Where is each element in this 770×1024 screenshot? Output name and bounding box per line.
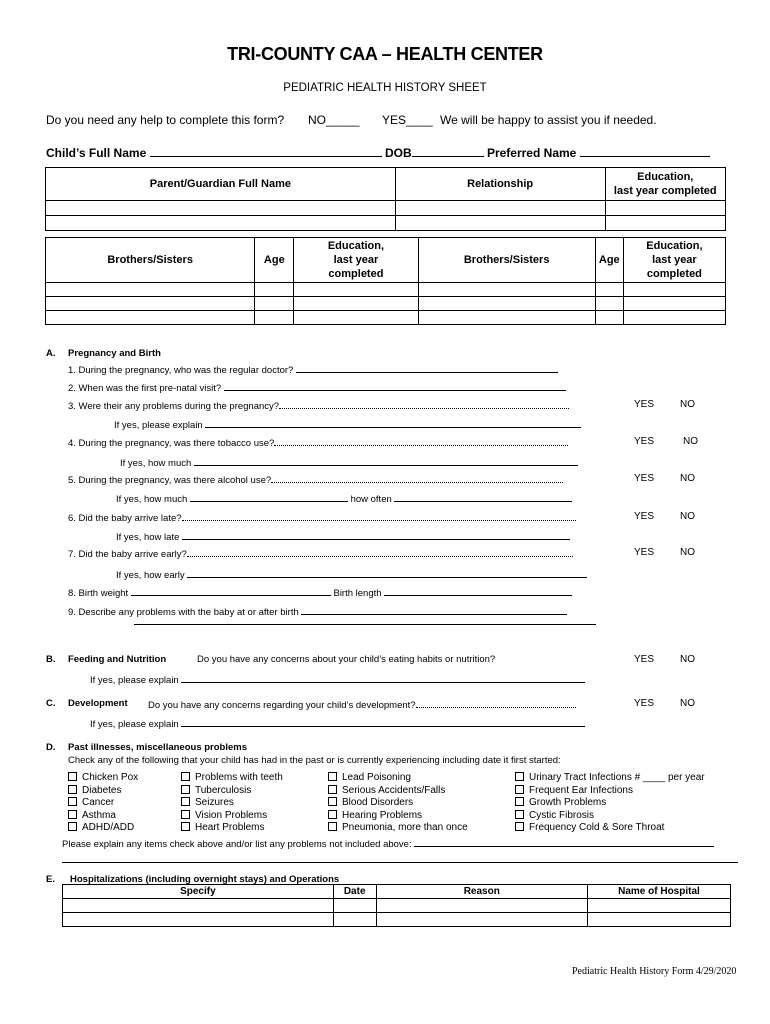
education-header: Education, last year completed [605,168,725,201]
dob-field[interactable] [412,146,484,157]
q3-no[interactable]: NO [680,399,695,410]
form-footer: Pediatric Health History Form 4/29/2020 [572,966,737,977]
child-name-field[interactable] [150,146,382,157]
q3-text: 3. Were their any problems during the pregnancy? [68,401,280,412]
q5-follow-a: If yes, how much [116,494,188,505]
section-d-title: Past illnesses, miscellaneous problems [68,742,247,753]
q6-no[interactable]: NO [680,511,695,522]
reason-header: Reason [376,885,587,899]
help-yes-option[interactable]: YES____ [382,113,433,127]
parent-cell[interactable] [395,201,605,216]
q9-field-line-2[interactable] [134,624,596,625]
checkbox-seizures[interactable]: Seizures [181,797,283,810]
form-title: TRI-COUNTY CAA – HEALTH CENTER [227,44,543,64]
section-c-letter: C. [46,698,56,709]
checkbox-teeth[interactable]: Problems with teeth [181,772,283,785]
b-yes[interactable]: YES [634,654,655,665]
help-question: Do you need any help to complete this form? [46,113,285,127]
illness-column-4 [515,772,705,835]
birth-weight-field[interactable] [131,585,331,596]
hospital-cell[interactable] [333,913,376,927]
q5-frequency-field[interactable] [394,491,572,502]
q9-text: 9. Describe any problems with the baby at or after birth [68,607,299,618]
q7-no[interactable]: NO [680,547,695,558]
sibling-education-header: Education, last year completed [294,238,418,283]
section-d-instructions: Check any of the following that your child has had in the past or is currently experiencing including date it first started: [68,755,561,766]
checkbox-diabetes[interactable]: Diabetes [68,785,138,798]
checkbox-cystic[interactable]: Cystic Fibrosis [515,810,705,823]
birth-length-field[interactable] [384,585,572,596]
sibling-cell[interactable] [418,297,595,311]
section-d-letter: D. [46,742,56,753]
q9-field[interactable] [301,604,567,615]
q8-length-label: Birth length [333,588,382,599]
sibling-cell[interactable] [294,283,418,297]
section-b-letter: B. [46,654,56,665]
hospitalizations-table [62,884,731,927]
checkbox-growth[interactable]: Growth Problems [515,797,705,810]
parent-cell[interactable] [605,216,725,231]
checkbox-vision[interactable]: Vision Problems [181,810,283,823]
parent-guardian-table [45,167,726,231]
sibling-cell[interactable] [418,283,595,297]
section-b-question: Do you have any concerns about your child’s eating habits or nutrition? [197,654,496,665]
hospital-header: Name of Hospital [587,885,730,899]
checkbox-tuberculosis[interactable]: Tuberculosis [181,785,283,798]
hospital-cell[interactable] [63,913,334,927]
q5-amount-field[interactable] [190,491,348,502]
q7-yes[interactable]: YES [634,547,655,558]
sibling-cell[interactable] [255,311,294,325]
section-b-title: Feeding and Nutrition [68,654,167,665]
q5-follow-b: how often [350,494,392,505]
q6-follow-field[interactable] [182,529,570,540]
b-no[interactable]: NO [680,654,695,665]
checkbox-heart[interactable]: Heart Problems [181,822,283,835]
q6-text: 6. Did the baby arrive late? [68,513,182,524]
sibling-cell[interactable] [595,311,623,325]
illness-column-2 [181,772,283,835]
siblings-table [45,237,726,325]
sibling-cell[interactable] [46,283,255,297]
hospital-cell[interactable] [587,913,730,927]
checkbox-cancer[interactable]: Cancer [68,797,138,810]
age-header: Age [255,238,294,283]
sibling-cell[interactable] [294,311,418,325]
q4-no[interactable]: NO [683,436,698,447]
q2-text: 2. When was the first pre-natal visit? [68,383,222,394]
q8-weight-label: 8. Birth weight [68,588,129,599]
checkbox-accidents[interactable]: Serious Accidents/Falls [328,785,468,798]
q6-follow: If yes, how late [116,532,180,543]
parent-cell[interactable] [395,216,605,231]
checkbox-uti[interactable]: Urinary Tract Infections # ____ per year [515,772,705,785]
q1-text: 1. During the pregnancy, who was the regular doctor? [68,365,294,376]
hospital-cell[interactable] [63,899,334,913]
siblings-header-2: Brothers/Sisters [418,238,595,283]
q7-follow-field[interactable] [187,567,587,578]
checkbox-cold[interactable]: Frequency Cold & Sore Throat [515,822,705,835]
sibling-cell[interactable] [595,297,623,311]
sibling-cell[interactable] [294,297,418,311]
date-header: Date [333,885,376,899]
illness-column-3 [328,772,468,835]
preferred-name-field[interactable] [580,146,710,157]
checkbox-lead[interactable]: Lead Poisoning [328,772,468,785]
section-a-title: Pregnancy and Birth [68,348,161,359]
section-c-title: Development [68,698,128,709]
checkbox-ear[interactable]: Frequent Ear Infections [515,785,705,798]
section-b-field[interactable] [181,672,585,683]
parent-cell[interactable] [46,216,396,231]
form-subtitle: PEDIATRIC HEALTH HISTORY SHEET [283,82,487,94]
q4-follow-field[interactable] [194,455,578,466]
sibling-education-header-2: Education, last year completed [623,238,725,283]
hospital-cell[interactable] [376,913,587,927]
age-header-2: Age [595,238,623,283]
checkbox-chicken-pox[interactable]: Chicken Pox [68,772,138,785]
sibling-cell[interactable] [418,311,595,325]
section-d-field[interactable] [414,836,714,847]
dob-label: DOB [384,146,412,160]
q6-yes[interactable]: YES [634,511,655,522]
child-name-label: Child’s Full Name [46,146,147,160]
q1-field[interactable] [296,362,558,373]
section-c-field[interactable] [181,716,585,727]
section-d-explain: Please explain any items check above and/or list any problems not included above: [62,839,412,850]
section-c-follow: If yes, please explain [90,719,179,730]
relationship-header: Relationship [395,168,605,201]
sibling-cell[interactable] [46,311,255,325]
q4-text: 4. During the pregnancy, was there tobacco use? [68,438,275,449]
q5-no[interactable]: NO [680,473,695,484]
q7-follow: If yes, how early [116,570,185,581]
illness-column-1 [68,772,138,835]
checkbox-adhd[interactable]: ADHD/ADD [68,822,138,835]
q5-yes[interactable]: YES [634,473,655,484]
checkbox-blood[interactable]: Blood Disorders [328,797,468,810]
sibling-cell[interactable] [595,283,623,297]
preferred-name-label: Preferred Name [486,146,577,160]
q3-follow-field[interactable] [205,417,581,428]
q7-text: 7. Did the baby arrive early? [68,549,187,560]
sibling-cell[interactable] [623,297,725,311]
q4-yes[interactable]: YES [634,436,655,447]
section-d-field-line-2[interactable] [62,862,738,863]
q5-text: 5. During the pregnancy, was there alcohol use? [68,475,272,486]
sibling-cell[interactable] [623,283,725,297]
specify-header: Specify [63,885,334,899]
q3-yes[interactable]: YES [634,399,655,410]
q4-follow: If yes, how much [120,458,192,469]
sibling-cell[interactable] [255,297,294,311]
section-c-question: Do you have any concerns regarding your child’s development? [148,700,416,711]
siblings-header: Brothers/Sisters [46,238,255,283]
parent-name-header: Parent/Guardian Full Name [46,168,396,201]
section-b-follow: If yes, please explain [90,675,179,686]
sibling-cell[interactable] [623,311,725,325]
help-note: We will be happy to assist you if needed. [440,113,657,127]
section-e-letter: E. [46,874,55,885]
hospital-cell[interactable] [333,899,376,913]
checkbox-hearing[interactable]: Hearing Problems [328,810,468,823]
q3-follow: If yes, please explain [114,420,203,431]
q2-field[interactable] [224,380,566,391]
hospital-cell[interactable] [587,899,730,913]
parent-cell[interactable] [605,201,725,216]
hospital-cell[interactable] [376,899,587,913]
checkbox-pneumonia[interactable]: Pneumonia, more than once [328,822,468,835]
help-no-option[interactable]: NO_____ [308,113,360,127]
parent-cell[interactable] [46,201,396,216]
sibling-cell[interactable] [46,297,255,311]
c-yes[interactable]: YES [634,698,655,709]
section-a-letter: A. [46,348,56,359]
sibling-cell[interactable] [255,283,294,297]
checkbox-asthma[interactable]: Asthma [68,810,138,823]
c-no[interactable]: NO [680,698,695,709]
section-e-title: Hospitalizations (including overnight stays) and Operations [70,874,340,885]
